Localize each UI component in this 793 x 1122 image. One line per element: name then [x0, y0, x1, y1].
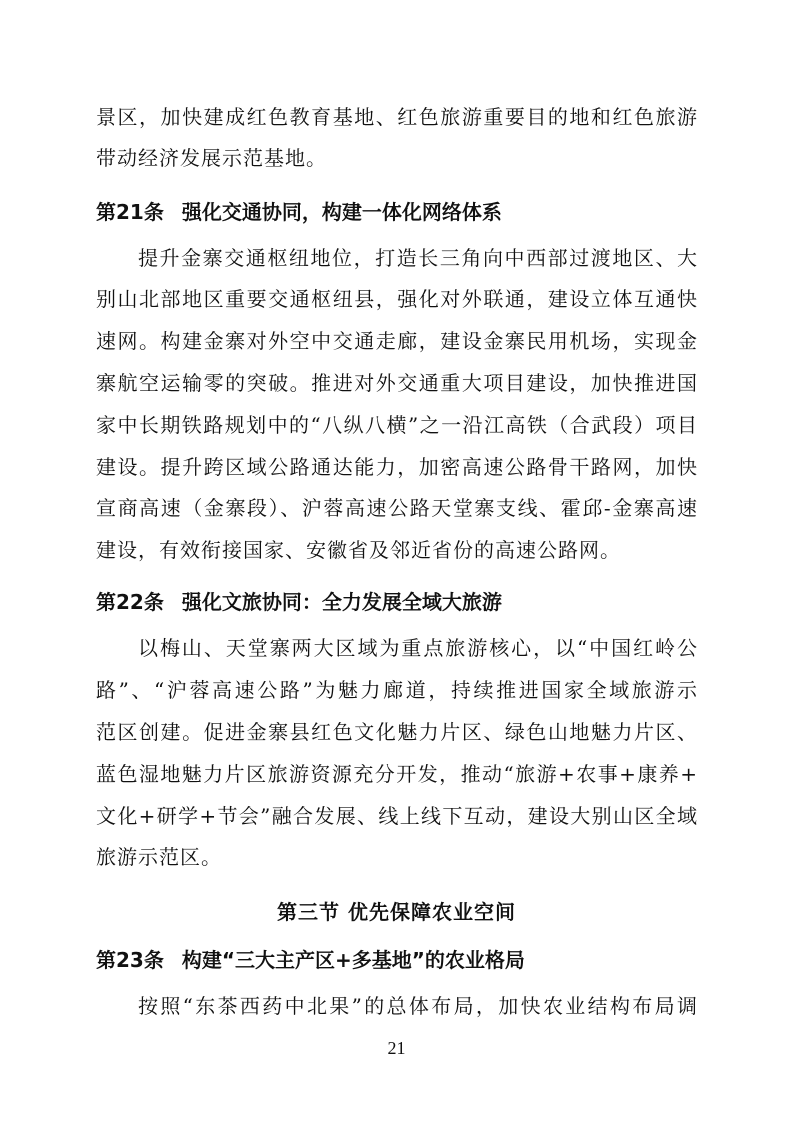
paragraph-line: 以梅山、天堂寨两大区域为重点旅游核心，以“中国红岭公	[138, 636, 698, 660]
paragraph-line: 建设，有效衔接国家、安徽省及邻近省份的高速公路网。	[96, 538, 621, 562]
paragraph-line: 蓝色湿地魅力片区旅游资源充分开发，推动“旅游+农事+康养+	[96, 762, 698, 786]
article-title: 构建“三大主产区+多基地”的农业格局	[181, 948, 525, 972]
paragraph-line: 宣商高速（金寨段）、沪蓉高速公路天堂寨支线、霍邱-金寨高速	[96, 496, 698, 520]
paragraph-line: 文化+研学+节会”融合发展、线上线下互动，建设大别山区全域	[96, 804, 698, 828]
article-number: 第21条	[96, 200, 164, 224]
article-number: 第22条	[96, 590, 164, 614]
paragraph-line: 速网。构建金寨对外空中交通走廊，建设金寨民用机场，实现金	[96, 329, 698, 353]
paragraph-line: 按照“东茶西药中北果”的总体布局，加快农业结构布局调	[138, 994, 698, 1018]
paragraph-line: 建设。提升跨区域公路通达能力，加密高速公路骨干路网，加快	[96, 455, 698, 479]
article-23-heading	[96, 946, 525, 974]
paragraph-line: 寨航空运输零的突破。推进对外交通重大项目建设，加快推进国	[96, 371, 698, 395]
paragraph-line: 路”、“沪蓉高速公路”为魅力廊道，持续推进国家全域旅游示	[96, 678, 698, 702]
article-22-heading	[96, 588, 502, 616]
paragraph-line: 家中长期铁路规划中的“八纵八横”之一沿江高铁（合武段）项目	[96, 413, 698, 437]
section-title: 第三节 优先保障农业空间	[277, 900, 516, 924]
page-number: 21	[387, 1038, 406, 1058]
paragraph-line: 旅游示范区。	[96, 845, 222, 869]
article-title: 强化交通协同，构建一体化网络体系	[181, 200, 502, 224]
paragraph-line: 带动经济发展示范基地。	[96, 146, 327, 170]
paragraph-line: 提升金寨交通枢纽地位，打造长三角向中西部过渡地区、大	[138, 246, 698, 270]
article-title: 强化文旅协同：全力发展全域大旅游	[181, 590, 502, 614]
paragraph-line: 范区创建。促进金寨县红色文化魅力片区、绿色山地魅力片区、	[96, 720, 698, 744]
paragraph-line: 别山北部地区重要交通枢纽县，强化对外联通，建设立体互通快	[96, 287, 698, 311]
article-21-heading	[96, 198, 502, 226]
article-number: 第23条	[96, 948, 164, 972]
paragraph-line: 景区，加快建成红色教育基地、红色旅游重要目的地和红色旅游	[96, 105, 698, 129]
